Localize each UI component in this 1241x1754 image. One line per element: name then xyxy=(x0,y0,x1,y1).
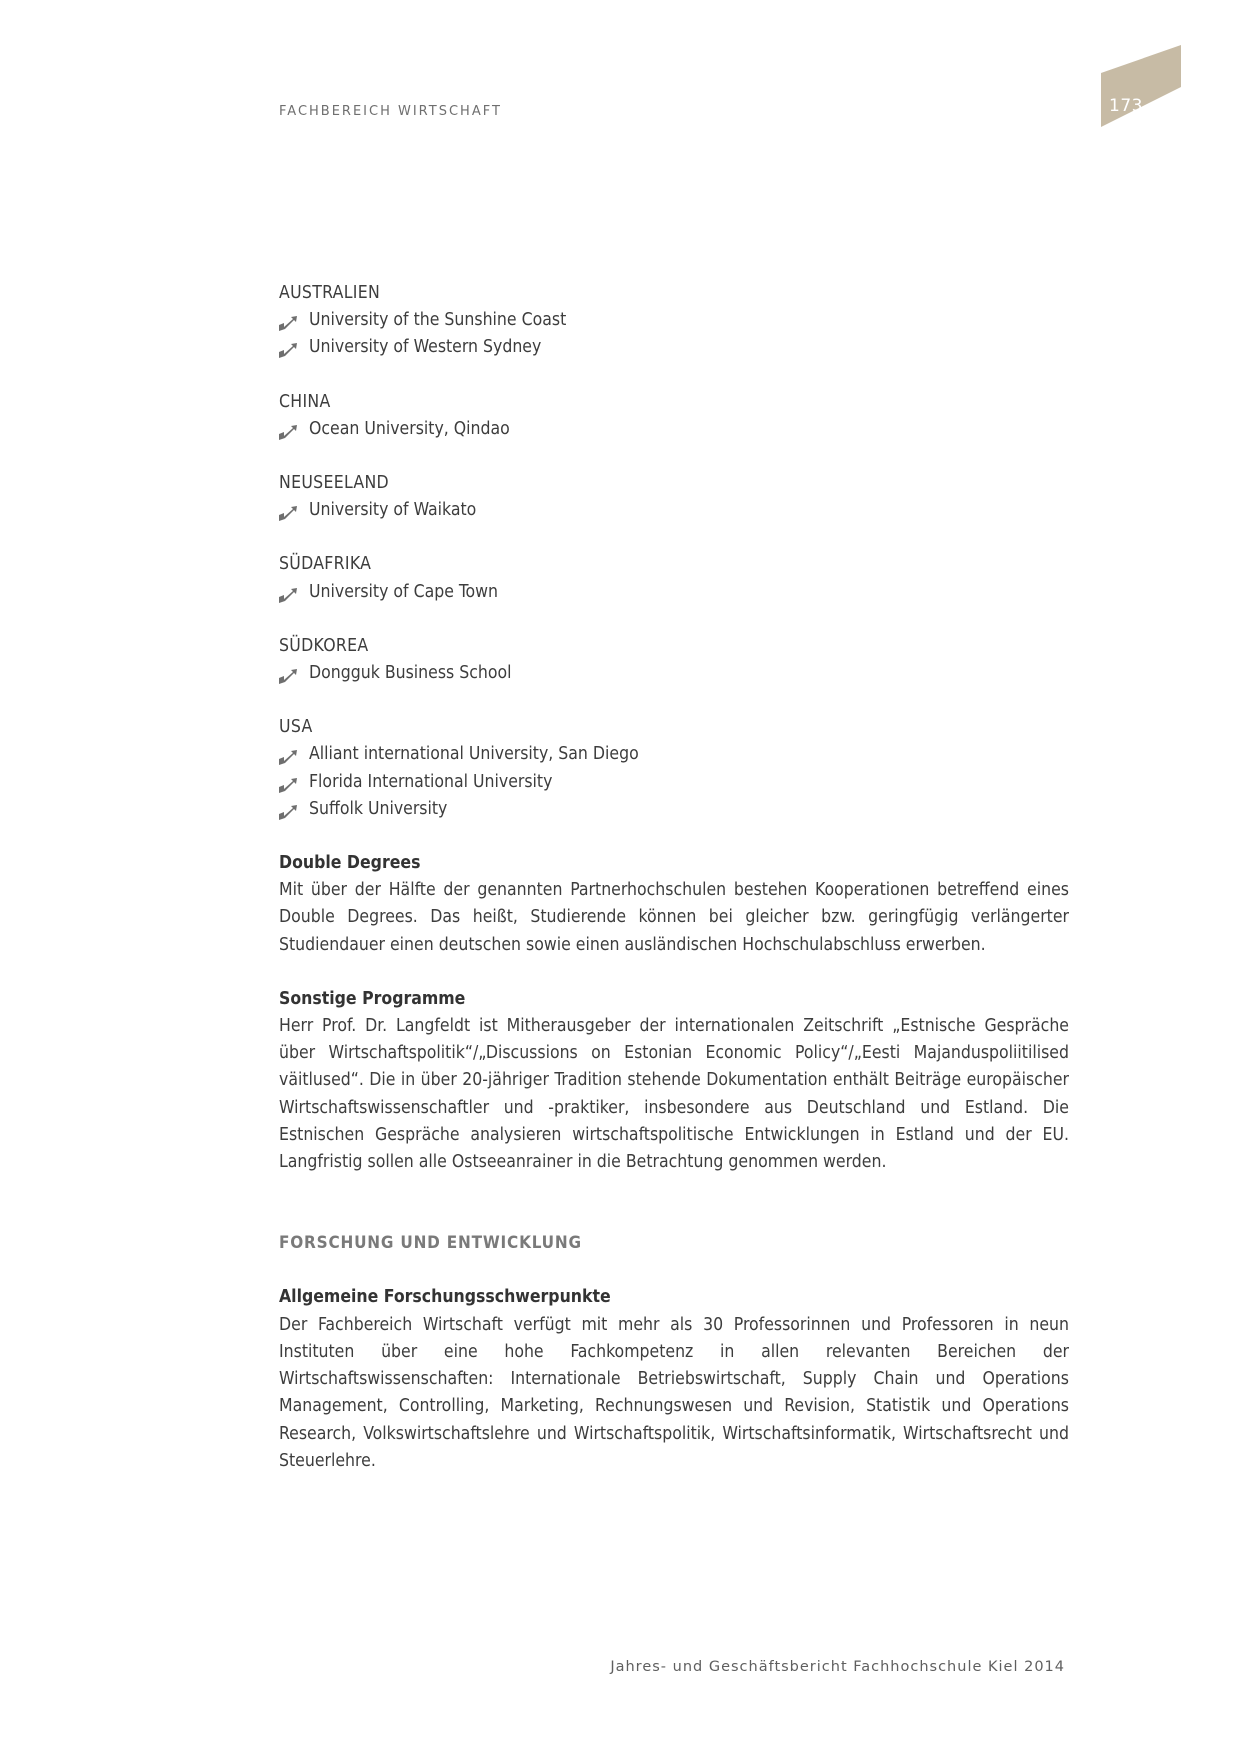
forschung-section xyxy=(279,1284,1069,1474)
university-item xyxy=(279,307,1069,334)
country-name: SÜDAFRIKA xyxy=(279,554,372,575)
university-item xyxy=(279,741,1069,768)
country-block xyxy=(279,633,1069,687)
university-item xyxy=(279,579,1069,606)
partner-universities-list xyxy=(279,280,1069,823)
country-block xyxy=(279,714,1069,823)
university-item xyxy=(279,769,1069,796)
university-name: University of Cape Town xyxy=(309,581,499,602)
country-name: AUSTRALIEN xyxy=(279,283,381,303)
sonstige-programme-heading: Sonstige Programme xyxy=(279,988,466,1009)
university-list xyxy=(279,579,1069,606)
country-block xyxy=(279,280,1069,362)
check-arrow-icon xyxy=(279,340,297,355)
university-list xyxy=(279,307,1069,361)
sonstige-programme-text: Herr Prof. Dr. Langfeldt ist Mitherausgeber der internationalen Zeitschrift „Estnische Gespräche über Wirtschaftspolitik“/„Discussions on Estonian Economic Policy“/„Eesti Majanduspoliitilised väitlused“. Die in über 20-jähriger Tradition stehende Dokumentation enthält Beiträge europäischer Wirtschaftswissenschaftler und -praktiker, insbesondere aus Deutschland und Estland. Die Estnischen Gespräche analysieren wirtschaftspolitische Entwicklungen in Estland und der EU. Langfristig sollen alle Ostseeanrainer in die Betrachtung genommen werden. xyxy=(279,1016,1069,1173)
country-name: NEUSEELAND xyxy=(279,473,389,494)
check-arrow-icon xyxy=(279,422,297,437)
footer-text: Jahres- und Geschäftsbericht Fachhochschule Kiel 2014 xyxy=(610,1659,1065,1675)
main-content xyxy=(279,280,1069,1502)
university-name: Alliant international University, San Diego xyxy=(309,744,639,765)
check-arrow-icon xyxy=(279,747,297,762)
check-arrow-icon xyxy=(279,775,297,790)
university-list xyxy=(279,741,1069,823)
country-block xyxy=(279,551,1069,605)
check-arrow-icon xyxy=(279,666,297,681)
sonstige-programme-section xyxy=(279,986,1069,1176)
country-block xyxy=(279,389,1069,443)
university-item xyxy=(279,497,1069,524)
university-name: Florida International University xyxy=(309,771,553,792)
university-item xyxy=(279,660,1069,687)
country-name: CHINA xyxy=(279,391,331,412)
university-item xyxy=(279,416,1069,443)
forschung-section-title: FORSCHUNG UND ENTWICKLUNG xyxy=(279,1233,582,1254)
page-number: 173 xyxy=(1109,96,1143,116)
forschung-heading: Allgemeine Forschungsschwerpunkte xyxy=(279,1287,611,1308)
check-arrow-icon xyxy=(279,503,297,518)
university-name: University of the Sunshine Coast xyxy=(309,310,567,331)
university-item xyxy=(279,334,1069,361)
university-list xyxy=(279,416,1069,443)
university-name: University of Waikato xyxy=(309,500,477,521)
country-block xyxy=(279,470,1069,524)
country-name: USA xyxy=(279,717,313,738)
double-degrees-text: Mit über der Hälfte der genannten Partnerhochschulen bestehen Kooperationen betreffend eines Double Degrees. Das heißt, Studierende können bei gleicher bzw. geringfügig verlängerter Studiendauer einen deutschen sowie einen ausländischen Hochschulabschluss erwerben. xyxy=(279,880,1069,955)
forschung-text: Der Fachbereich Wirtschaft verfügt mit mehr als 30 Professorinnen und Professoren in neun Instituten über eine hohe Fachkompetenz in allen relevanten Bereichen der Wirtschaftswissenschaften: Internationale Betriebswirtschaft, Supply Chain und Operations Management, Controlling, Marketing, Rechnungswesen und Revision, Statistik und Operations Research, Volkswirtschaftslehre und Wirtschaftspolitik, Wirtschaftsinformatik, Wirtschaftsrecht und Steuerlehre. xyxy=(279,1314,1069,1471)
check-arrow-icon xyxy=(279,313,297,328)
university-name: Dongguk Business School xyxy=(309,663,512,684)
university-name: Ocean University, Qindao xyxy=(309,418,510,439)
university-list xyxy=(279,660,1069,687)
check-arrow-icon xyxy=(279,802,297,817)
double-degrees-heading: Double Degrees xyxy=(279,853,421,874)
double-degrees-section xyxy=(279,850,1069,959)
university-item xyxy=(279,796,1069,823)
running-head: FACHBEREICH WIRTSCHAFT xyxy=(279,104,502,119)
university-name: Suffolk University xyxy=(309,798,448,819)
country-name: SÜDKOREA xyxy=(279,635,369,656)
university-name: University of Western Sydney xyxy=(309,337,542,358)
check-arrow-icon xyxy=(279,585,297,600)
university-list xyxy=(279,497,1069,524)
